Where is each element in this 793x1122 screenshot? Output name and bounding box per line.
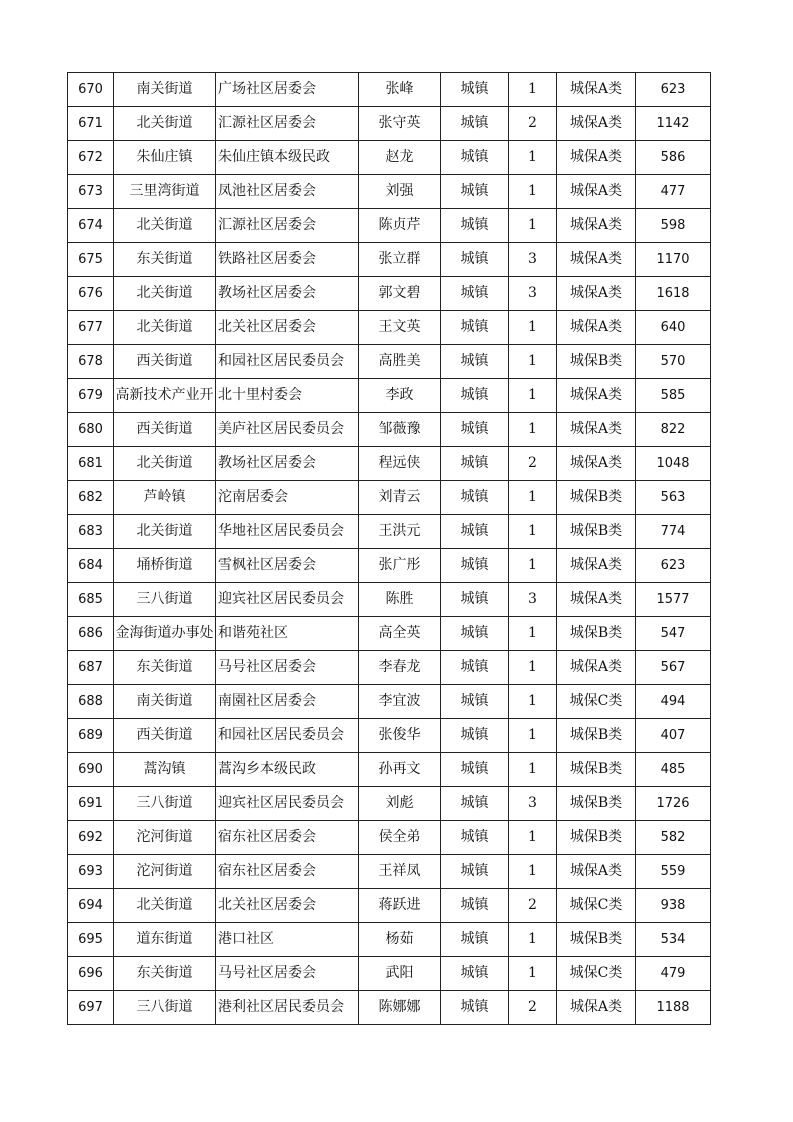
community-cell: 港利社区居民委员会 [216, 991, 359, 1025]
category-cell: 城保A类 [557, 243, 636, 277]
community-cell: 教场社区居委会 [216, 277, 359, 311]
row-number-cell: 679 [68, 379, 114, 413]
category-cell: 城保A类 [557, 209, 636, 243]
household-size-cell: 1 [509, 311, 557, 345]
area-type-cell: 城镇 [441, 481, 509, 515]
street-cell: 埇桥街道 [114, 549, 216, 583]
category-cell: 城保A类 [557, 379, 636, 413]
row-number-cell: 697 [68, 991, 114, 1025]
street-cell: 芦岭镇 [114, 481, 216, 515]
row-number-cell: 680 [68, 413, 114, 447]
household-size-cell: 2 [509, 991, 557, 1025]
household-size-cell: 1 [509, 753, 557, 787]
community-cell: 雪枫社区居委会 [216, 549, 359, 583]
street-cell: 沱河街道 [114, 855, 216, 889]
area-type-cell: 城镇 [441, 923, 509, 957]
row-number-cell: 671 [68, 107, 114, 141]
amount-cell: 479 [636, 957, 711, 991]
community-cell: 迎宾社区居民委员会 [216, 787, 359, 821]
table-row [68, 515, 711, 549]
table-row [68, 413, 711, 447]
row-number-cell: 691 [68, 787, 114, 821]
category-cell: 城保C类 [557, 889, 636, 923]
row-number-cell: 670 [68, 73, 114, 107]
name-cell: 张峰 [359, 73, 441, 107]
name-cell: 邹薇豫 [359, 413, 441, 447]
category-cell: 城保B类 [557, 821, 636, 855]
table-row [68, 753, 711, 787]
name-cell: 杨茹 [359, 923, 441, 957]
amount-cell: 585 [636, 379, 711, 413]
row-number-cell: 677 [68, 311, 114, 345]
household-size-cell: 1 [509, 923, 557, 957]
household-size-cell: 3 [509, 277, 557, 311]
area-type-cell: 城镇 [441, 345, 509, 379]
street-cell: 朱仙庄镇 [114, 141, 216, 175]
name-cell: 郭文碧 [359, 277, 441, 311]
community-cell: 蒿沟乡本级民政 [216, 753, 359, 787]
category-cell: 城保B类 [557, 481, 636, 515]
table-row [68, 617, 711, 651]
amount-cell: 570 [636, 345, 711, 379]
household-size-cell: 1 [509, 515, 557, 549]
row-number-cell: 686 [68, 617, 114, 651]
area-type-cell: 城镇 [441, 991, 509, 1025]
name-cell: 孙再文 [359, 753, 441, 787]
community-cell: 南園社区居委会 [216, 685, 359, 719]
street-cell: 蒿沟镇 [114, 753, 216, 787]
community-cell: 沱南居委会 [216, 481, 359, 515]
row-number-cell: 681 [68, 447, 114, 481]
category-cell: 城保A类 [557, 447, 636, 481]
row-number-cell: 673 [68, 175, 114, 209]
name-cell: 刘彪 [359, 787, 441, 821]
street-cell: 三八街道 [114, 787, 216, 821]
amount-cell: 559 [636, 855, 711, 889]
table-row [68, 481, 711, 515]
name-cell: 刘强 [359, 175, 441, 209]
category-cell: 城保B类 [557, 719, 636, 753]
street-cell: 金海街道办事处 [114, 617, 216, 651]
area-type-cell: 城镇 [441, 685, 509, 719]
amount-cell: 623 [636, 73, 711, 107]
community-cell: 北关社区居委会 [216, 311, 359, 345]
table-row [68, 447, 711, 481]
relief-roster-table [67, 72, 711, 1025]
street-cell: 东关街道 [114, 957, 216, 991]
amount-cell: 1142 [636, 107, 711, 141]
area-type-cell: 城镇 [441, 651, 509, 685]
amount-cell: 1726 [636, 787, 711, 821]
table-row [68, 73, 711, 107]
amount-cell: 563 [636, 481, 711, 515]
name-cell: 高胜美 [359, 345, 441, 379]
table-row [68, 957, 711, 991]
row-number-cell: 676 [68, 277, 114, 311]
amount-cell: 477 [636, 175, 711, 209]
table-row [68, 719, 711, 753]
area-type-cell: 城镇 [441, 719, 509, 753]
area-type-cell: 城镇 [441, 73, 509, 107]
row-number-cell: 682 [68, 481, 114, 515]
household-size-cell: 1 [509, 651, 557, 685]
amount-cell: 1618 [636, 277, 711, 311]
household-size-cell: 1 [509, 345, 557, 379]
category-cell: 城保B类 [557, 617, 636, 651]
amount-cell: 534 [636, 923, 711, 957]
table-row [68, 243, 711, 277]
table-row [68, 379, 711, 413]
amount-cell: 1048 [636, 447, 711, 481]
street-cell: 北关街道 [114, 277, 216, 311]
community-cell: 教场社区居委会 [216, 447, 359, 481]
amount-cell: 1188 [636, 991, 711, 1025]
amount-cell: 582 [636, 821, 711, 855]
community-cell: 广场社区居委会 [216, 73, 359, 107]
category-cell: 城保B类 [557, 345, 636, 379]
area-type-cell: 城镇 [441, 107, 509, 141]
amount-cell: 407 [636, 719, 711, 753]
table-row [68, 583, 711, 617]
community-cell: 北关社区居委会 [216, 889, 359, 923]
street-cell: 北关街道 [114, 107, 216, 141]
table-row [68, 787, 711, 821]
category-cell: 城保B类 [557, 515, 636, 549]
community-cell: 铁路社区居委会 [216, 243, 359, 277]
street-cell: 西关街道 [114, 413, 216, 447]
street-cell: 西关街道 [114, 345, 216, 379]
row-number-cell: 690 [68, 753, 114, 787]
community-cell: 宿东社区居委会 [216, 855, 359, 889]
area-type-cell: 城镇 [441, 413, 509, 447]
table-row [68, 855, 711, 889]
row-number-cell: 692 [68, 821, 114, 855]
amount-cell: 586 [636, 141, 711, 175]
street-cell: 西关街道 [114, 719, 216, 753]
table-row [68, 345, 711, 379]
amount-cell: 1577 [636, 583, 711, 617]
household-size-cell: 1 [509, 821, 557, 855]
household-size-cell: 1 [509, 175, 557, 209]
area-type-cell: 城镇 [441, 515, 509, 549]
category-cell: 城保A类 [557, 651, 636, 685]
street-cell: 北关街道 [114, 515, 216, 549]
amount-cell: 567 [636, 651, 711, 685]
street-cell: 南关街道 [114, 73, 216, 107]
table-row [68, 685, 711, 719]
household-size-cell: 1 [509, 413, 557, 447]
table-row [68, 991, 711, 1025]
household-size-cell: 1 [509, 379, 557, 413]
table-body [68, 73, 711, 1025]
street-cell: 北关街道 [114, 311, 216, 345]
category-cell: 城保A类 [557, 277, 636, 311]
community-cell: 和谐苑社区 [216, 617, 359, 651]
row-number-cell: 693 [68, 855, 114, 889]
area-type-cell: 城镇 [441, 549, 509, 583]
table-row [68, 923, 711, 957]
name-cell: 程远侠 [359, 447, 441, 481]
area-type-cell: 城镇 [441, 821, 509, 855]
street-cell: 三里湾街道 [114, 175, 216, 209]
category-cell: 城保A类 [557, 991, 636, 1025]
name-cell: 王祥凤 [359, 855, 441, 889]
category-cell: 城保A类 [557, 73, 636, 107]
household-size-cell: 1 [509, 685, 557, 719]
table-row [68, 651, 711, 685]
table-row [68, 821, 711, 855]
row-number-cell: 672 [68, 141, 114, 175]
community-cell: 凤池社区居委会 [216, 175, 359, 209]
area-type-cell: 城镇 [441, 141, 509, 175]
amount-cell: 938 [636, 889, 711, 923]
table-row [68, 889, 711, 923]
name-cell: 李春龙 [359, 651, 441, 685]
household-size-cell: 1 [509, 141, 557, 175]
table-row [68, 175, 711, 209]
name-cell: 蒋跃进 [359, 889, 441, 923]
name-cell: 王洪元 [359, 515, 441, 549]
household-size-cell: 1 [509, 209, 557, 243]
street-cell: 沱河街道 [114, 821, 216, 855]
table-row [68, 549, 711, 583]
amount-cell: 774 [636, 515, 711, 549]
name-cell: 张守英 [359, 107, 441, 141]
amount-cell: 640 [636, 311, 711, 345]
name-cell: 高全英 [359, 617, 441, 651]
name-cell: 李政 [359, 379, 441, 413]
category-cell: 城保A类 [557, 855, 636, 889]
community-cell: 汇源社区居委会 [216, 209, 359, 243]
community-cell: 华地社区居民委员会 [216, 515, 359, 549]
name-cell: 刘青云 [359, 481, 441, 515]
community-cell: 马号社区居委会 [216, 651, 359, 685]
row-number-cell: 696 [68, 957, 114, 991]
area-type-cell: 城镇 [441, 617, 509, 651]
category-cell: 城保C类 [557, 685, 636, 719]
table-row [68, 209, 711, 243]
community-cell: 北十里村委会 [216, 379, 359, 413]
household-size-cell: 2 [509, 107, 557, 141]
row-number-cell: 689 [68, 719, 114, 753]
name-cell: 赵龙 [359, 141, 441, 175]
area-type-cell: 城镇 [441, 311, 509, 345]
street-cell: 道东街道 [114, 923, 216, 957]
category-cell: 城保B类 [557, 753, 636, 787]
category-cell: 城保A类 [557, 583, 636, 617]
row-number-cell: 683 [68, 515, 114, 549]
area-type-cell: 城镇 [441, 243, 509, 277]
area-type-cell: 城镇 [441, 583, 509, 617]
category-cell: 城保B类 [557, 923, 636, 957]
household-size-cell: 1 [509, 957, 557, 991]
community-cell: 和园社区居民委员会 [216, 345, 359, 379]
name-cell: 侯全弟 [359, 821, 441, 855]
table-row [68, 311, 711, 345]
area-type-cell: 城镇 [441, 787, 509, 821]
household-size-cell: 3 [509, 787, 557, 821]
category-cell: 城保C类 [557, 957, 636, 991]
area-type-cell: 城镇 [441, 175, 509, 209]
area-type-cell: 城镇 [441, 889, 509, 923]
amount-cell: 598 [636, 209, 711, 243]
household-size-cell: 3 [509, 583, 557, 617]
category-cell: 城保B类 [557, 787, 636, 821]
name-cell: 陈贞芹 [359, 209, 441, 243]
amount-cell: 1170 [636, 243, 711, 277]
area-type-cell: 城镇 [441, 379, 509, 413]
household-size-cell: 2 [509, 889, 557, 923]
household-size-cell: 2 [509, 447, 557, 481]
category-cell: 城保A类 [557, 549, 636, 583]
community-cell: 迎宾社区居民委员会 [216, 583, 359, 617]
household-size-cell: 1 [509, 481, 557, 515]
category-cell: 城保A类 [557, 107, 636, 141]
street-cell: 北关街道 [114, 447, 216, 481]
row-number-cell: 694 [68, 889, 114, 923]
community-cell: 港口社区 [216, 923, 359, 957]
street-cell: 三八街道 [114, 991, 216, 1025]
table-row [68, 141, 711, 175]
street-cell: 北关街道 [114, 889, 216, 923]
household-size-cell: 1 [509, 73, 557, 107]
household-size-cell: 1 [509, 617, 557, 651]
name-cell: 陈娜娜 [359, 991, 441, 1025]
name-cell: 武阳 [359, 957, 441, 991]
category-cell: 城保A类 [557, 141, 636, 175]
name-cell: 王文英 [359, 311, 441, 345]
amount-cell: 822 [636, 413, 711, 447]
name-cell: 陈胜 [359, 583, 441, 617]
community-cell: 朱仙庄镇本级民政 [216, 141, 359, 175]
row-number-cell: 675 [68, 243, 114, 277]
table-row [68, 107, 711, 141]
table-row [68, 277, 711, 311]
name-cell: 李宜波 [359, 685, 441, 719]
row-number-cell: 684 [68, 549, 114, 583]
name-cell: 张俊华 [359, 719, 441, 753]
community-cell: 马号社区居委会 [216, 957, 359, 991]
street-cell: 高新技术产业开 [114, 379, 216, 413]
amount-cell: 623 [636, 549, 711, 583]
row-number-cell: 674 [68, 209, 114, 243]
area-type-cell: 城镇 [441, 753, 509, 787]
row-number-cell: 687 [68, 651, 114, 685]
community-cell: 和园社区居民委员会 [216, 719, 359, 753]
row-number-cell: 688 [68, 685, 114, 719]
community-cell: 宿东社区居委会 [216, 821, 359, 855]
name-cell: 张立群 [359, 243, 441, 277]
amount-cell: 494 [636, 685, 711, 719]
amount-cell: 547 [636, 617, 711, 651]
area-type-cell: 城镇 [441, 209, 509, 243]
category-cell: 城保A类 [557, 413, 636, 447]
area-type-cell: 城镇 [441, 277, 509, 311]
area-type-cell: 城镇 [441, 957, 509, 991]
street-cell: 南关街道 [114, 685, 216, 719]
household-size-cell: 1 [509, 549, 557, 583]
category-cell: 城保A类 [557, 311, 636, 345]
street-cell: 东关街道 [114, 651, 216, 685]
category-cell: 城保A类 [557, 175, 636, 209]
street-cell: 东关街道 [114, 243, 216, 277]
area-type-cell: 城镇 [441, 447, 509, 481]
name-cell: 张广彤 [359, 549, 441, 583]
household-size-cell: 3 [509, 243, 557, 277]
community-cell: 美庐社区居民委员会 [216, 413, 359, 447]
area-type-cell: 城镇 [441, 855, 509, 889]
amount-cell: 485 [636, 753, 711, 787]
row-number-cell: 685 [68, 583, 114, 617]
street-cell: 北关街道 [114, 209, 216, 243]
row-number-cell: 678 [68, 345, 114, 379]
row-number-cell: 695 [68, 923, 114, 957]
street-cell: 三八街道 [114, 583, 216, 617]
community-cell: 汇源社区居委会 [216, 107, 359, 141]
household-size-cell: 1 [509, 719, 557, 753]
household-size-cell: 1 [509, 855, 557, 889]
